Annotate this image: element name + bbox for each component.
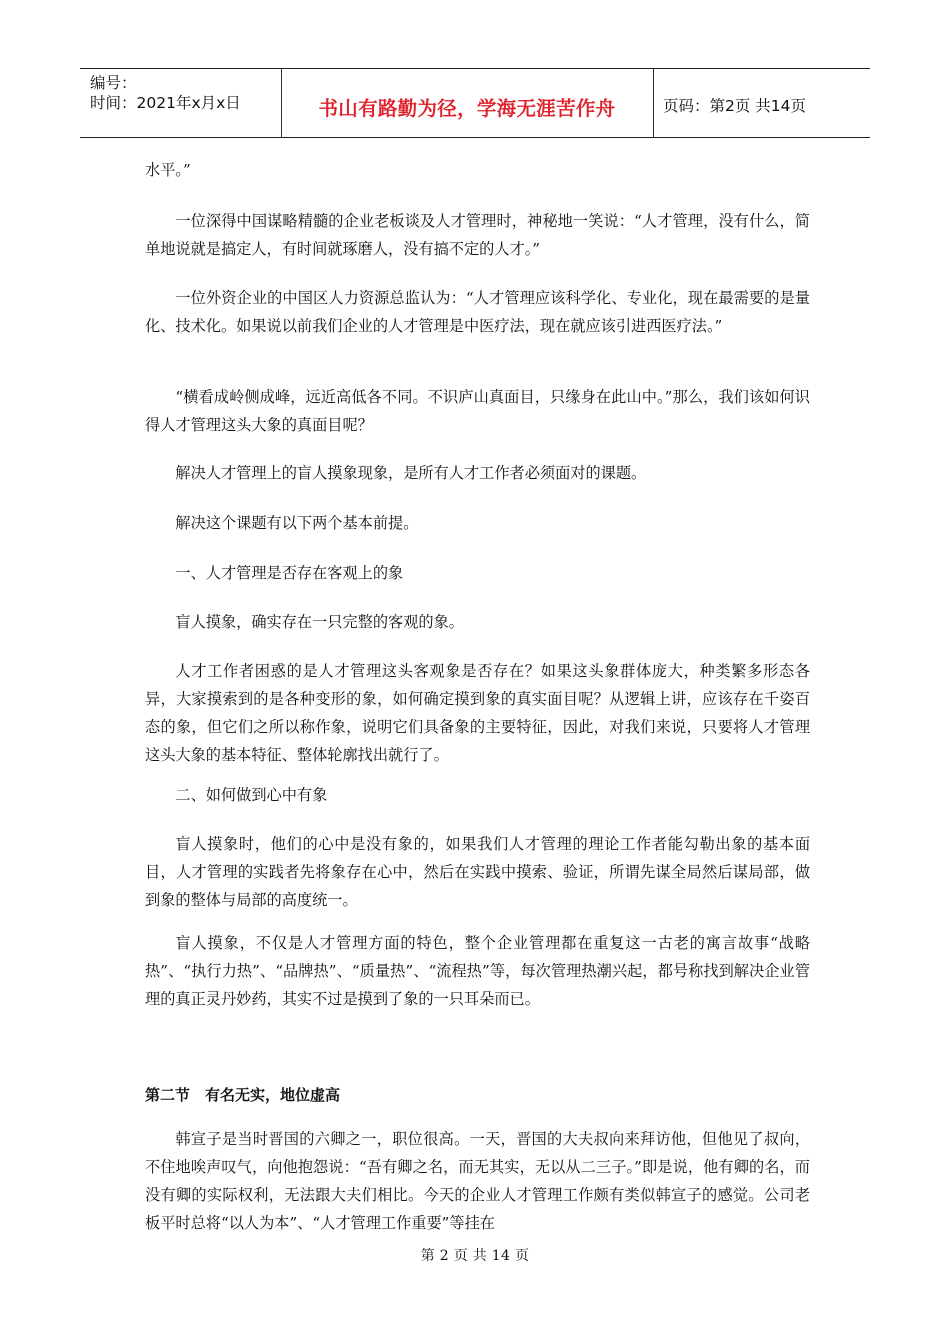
body-paragraph-7 — [145, 608, 810, 636]
paragraph-text: “横看成岭侧成峰，远近高低各不同。不识庐山真面目，只缘身在此山中。”那么，我们该如何识得人才管理这头大象的真面目呢？ — [145, 388, 810, 434]
document-number-label: 编号： — [90, 74, 137, 92]
body-paragraph-1 — [145, 156, 810, 184]
paragraph-text: 盲人摸象，不仅是人才管理方面的特色，整个企业管理都在重复这一古老的寓言故事“战略热”、“执行力热”、“品牌热”、“质量热”、“流程热”等，每次管理热潮兴起，都号称找到解决企业管理的真正灵丹妙药，其实不过是摸到了象的一只耳朵而已。 — [145, 934, 810, 1008]
header-motto-cell — [281, 69, 654, 137]
page-footer: 第 2 页 共 14 页 — [420, 1248, 530, 1264]
body-paragraph-5 — [145, 459, 810, 487]
paragraph-text: 二、如何做到心中有象 — [175, 786, 328, 804]
paragraph-text: 人才工作者困惑的是人才管理这头客观象是否存在？如果这头象群体庞大，种类繁多形态各异，大家摸索到的是各种变形的象，如何确定摸到象的真实面目呢？从逻辑上讲，应该存在千姿百态的象，但它们之所以称作象，说明它们具备象的主要特征，因此，对我们来说，只要将人才管理这头大象的基本特征、整体轮廓找出就行了。 — [145, 662, 810, 764]
page-header — [80, 68, 870, 138]
header-meta-cell — [80, 69, 282, 137]
header-page-code: 页码：第2页 共14页 — [663, 97, 807, 115]
body-paragraph-4 — [145, 383, 810, 439]
header-page-cell — [653, 69, 870, 137]
section-title: 第二节 有名无实，地位虚高 — [145, 1086, 341, 1104]
paragraph-text: 解决人才管理上的盲人摸象现象，是所有人才工作者必须面对的课题。 — [175, 464, 647, 482]
header-motto: 书山有路勤为径，学海无涯苦作舟 — [318, 97, 616, 120]
paragraph-text: 盲人摸象时，他们的心中是没有象的，如果我们人才管理的理论工作者能勾勒出象的基本面目，人才管理的实践者先将象存在心中，然后在实践中摸索、验证，所谓先谋全局然后谋局部，做到象的整体与局部的高度统一。 — [145, 835, 810, 909]
document-time-label: 时间：2021年x月x日 — [90, 94, 241, 112]
paragraph-text: 水平。” — [145, 161, 191, 179]
paragraph-text: 解决这个课题有以下两个基本前提。 — [175, 514, 419, 532]
body-paragraph-3 — [145, 284, 810, 340]
body-paragraph-6 — [145, 509, 810, 537]
paragraph-text: 韩宣子是当时晋国的六卿之一，职位很高。一天，晋国的大夫叔向来拜访他，但他见了叔向，不住地唉声叹气，向他抱怨说：“吾有卿之名，而无其实，无以从二三子。”即是说，他有卿的名，而没有卿的实际权利，无法跟大夫们相比。今天的企业人才管理工作颇有类似韩宣子的感觉。公司老板平时总将“以人为本”、“人才管理工作重要”等挂在 — [145, 1130, 810, 1232]
section-paragraph — [145, 1125, 810, 1237]
paragraph-text: 盲人摸象，确实存在一只完整的客观的象。 — [175, 613, 464, 631]
subheading-1 — [145, 559, 810, 587]
subheading-2 — [145, 781, 810, 809]
paragraph-text: 一位外资企业的中国区人力资源总监认为：“人才管理应该科学化、专业化，现在最需要的是量化、技术化。如果说以前我们企业的人才管理是中医疗法，现在就应该引进西医疗法。” — [145, 289, 810, 335]
body-paragraph-2 — [145, 207, 810, 263]
paragraph-text: 一位深得中国谋略精髓的企业老板谈及人才管理时，神秘地一笑说：“人才管理，没有什么，简单地说就是搞定人，有时间就琢磨人，没有搞不定的人才。” — [145, 212, 810, 258]
body-paragraph-9 — [145, 830, 810, 914]
body-paragraph-8 — [145, 657, 810, 769]
body-paragraph-10 — [145, 929, 810, 1013]
paragraph-text: 一、人才管理是否存在客观上的象 — [175, 564, 404, 582]
section-heading — [145, 1084, 810, 1105]
